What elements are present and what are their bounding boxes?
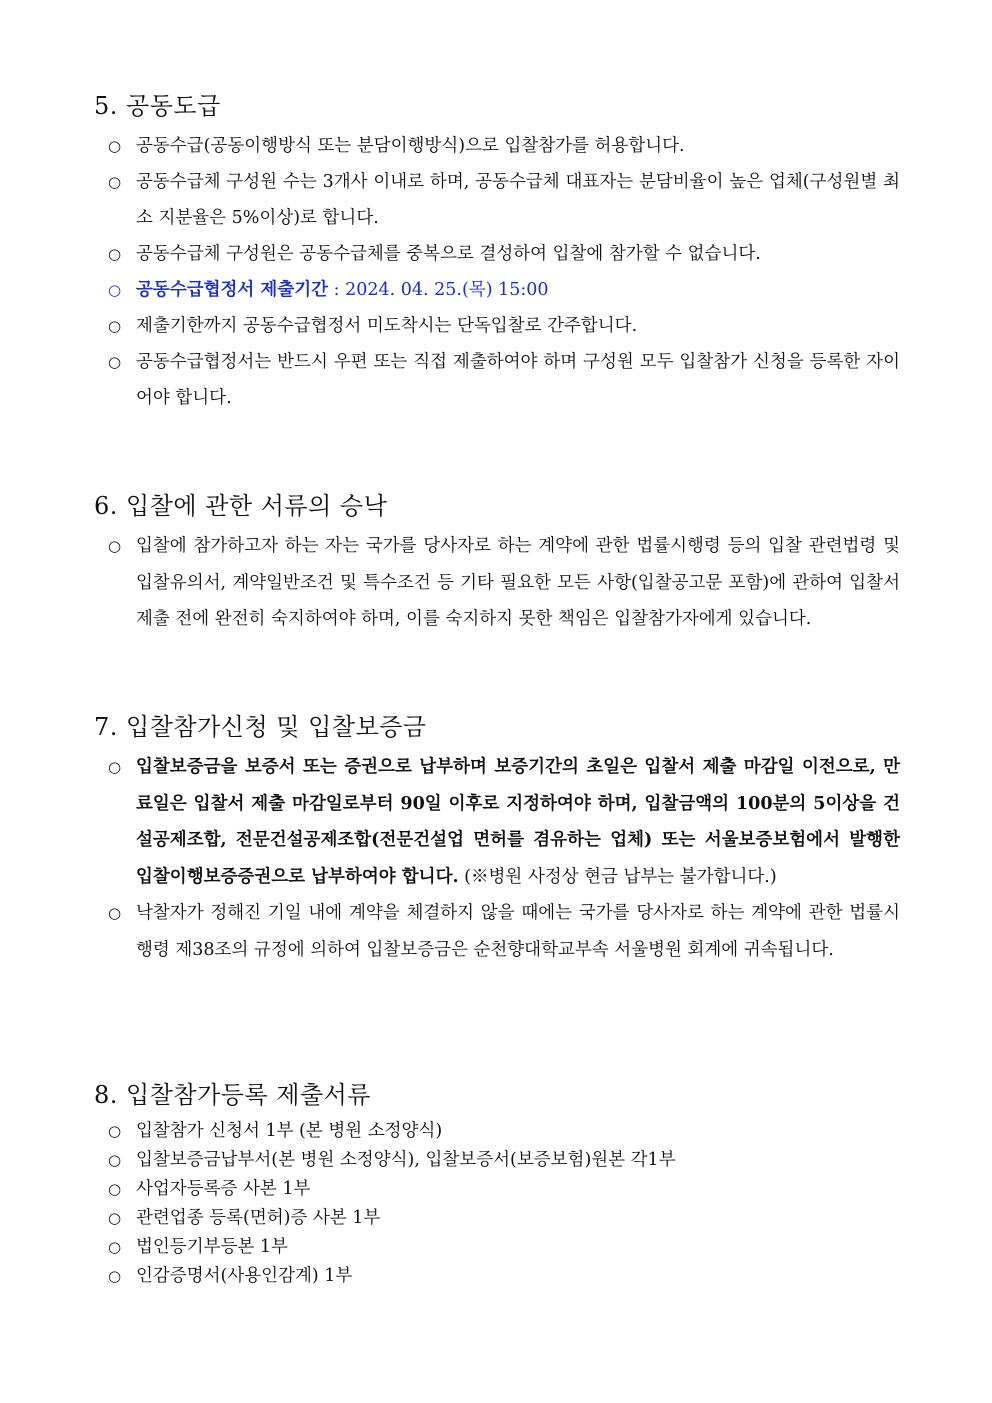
list-item: ○ 공동수급체 구성원은 공동수급체를 중복으로 결성하여 입찰에 참가할 수 없습니다.	[94, 236, 900, 272]
list-item: ○ 인감증명서(사용인감계) 1부	[94, 1262, 900, 1291]
bullet-icon: ○	[108, 904, 122, 922]
deposit-rule-text: 입찰보증금을 보증서 또는 증권으로 납부하며 보증기간의 초일은 입찰서 제출 마감일 이전으로, 만료일은 입찰서 제출 마감일로부터 90일 이후로 지정하여야 하며, 입찰금액의 100분의 5이상을 건설공제조합, 전문건설공제조합(전문건설업 면허를 겸유하는 업체) 또는 서울보증보험에서 발행한 입찰이행보증증권으로 납부하여야 합니다.	[136, 757, 900, 887]
deadline-label: 공동수급협정서 제출기간	[136, 280, 329, 300]
section-5-heading: 5. 공동도급	[94, 92, 221, 120]
list-item	[94, 749, 900, 895]
deposit-note: (※병원 사정상 현금 납부는 불가합니다.)	[458, 866, 777, 887]
bullet-icon: ○	[108, 1209, 122, 1227]
list-item: ○ 제출기한까지 공동수급협정서 미도착시는 단독입찰로 간주합니다.	[94, 308, 900, 344]
deadline-value: : 2024. 04. 25.(목) 15:00	[333, 280, 549, 300]
bullet-icon: ○	[108, 1238, 122, 1256]
list-item: ○ 입찰에 참가하고자 하는 자는 국가를 당사자로 하는 계약에 관한 법률시행령 등의 입찰 관련법령 및 입찰유의서, 계약일반조건 및 특수조건 등 기타 필요한 모든 사항(입찰공고문 포함)에 관하여 입찰서 제출 전에 완전히 숙지하여야 하며, 이를 숙지하지 못한 책임은 입찰참가자에게 있습니다.	[94, 528, 900, 638]
bullet-icon: ○	[108, 281, 122, 299]
section-document-acceptance	[94, 490, 900, 638]
list-item: ○ 공동수급협정서는 반드시 우편 또는 직접 제출하여야 하며 구성원 모두 입찰참가 신청을 등록한 자이어야 합니다.	[94, 344, 900, 416]
bullet-icon: ○	[108, 1180, 122, 1198]
section-8-heading: 8. 입찰참가등록 제출서류	[94, 1081, 371, 1109]
list-item: ○ 공동수급(공동이행방식 또는 분담이행방식)으로 입찰참가를 허용합니다.	[94, 128, 900, 164]
bullet-icon: ○	[108, 245, 122, 263]
section-joint-contracting	[94, 90, 900, 416]
bullet-icon: ○	[108, 758, 122, 776]
bullet-icon: ○	[108, 173, 122, 191]
bullet-icon: ○	[108, 537, 122, 555]
bullet-icon: ○	[108, 353, 122, 371]
list-item: ○ 공동수급체 구성원 수는 3개사 이내로 하며, 공동수급체 대표자는 분담비율이 높은 업체(구성원별 최소 지분율은 5%이상)로 합니다.	[94, 164, 900, 236]
section-6-heading: 6. 입찰에 관한 서류의 승낙	[94, 492, 388, 520]
deadline-item	[94, 272, 900, 308]
section-required-documents	[94, 1079, 900, 1291]
bullet-icon: ○	[108, 1267, 122, 1285]
bullet-icon: ○	[108, 137, 122, 155]
section-bid-deposit	[94, 711, 900, 968]
bullet-icon: ○	[108, 1151, 122, 1169]
list-item: ○ 관련업종 등록(면허)증 사본 1부	[94, 1204, 900, 1233]
section-7-heading: 7. 입찰참가신청 및 입찰보증금	[94, 713, 427, 741]
bullet-icon: ○	[108, 1122, 122, 1140]
list-item: ○ 사업자등록증 사본 1부	[94, 1175, 900, 1204]
bullet-icon: ○	[108, 317, 122, 335]
list-item: ○ 낙찰자가 정해진 기일 내에 계약을 체결하지 않을 때에는 국가를 당사자로 하는 계약에 관한 법률시행령 제38조의 규정에 의하여 입찰보증금은 순천향대학교부속 서울병원 회계에 귀속됩니다.	[94, 895, 900, 968]
list-item: ○ 법인등기부등본 1부	[94, 1233, 900, 1262]
list-item: ○ 입찰참가 신청서 1부 (본 병원 소정양식)	[94, 1117, 900, 1146]
list-item: ○ 입찰보증금납부서(본 병원 소정양식), 입찰보증서(보증보험)원본 각1부	[94, 1146, 900, 1175]
